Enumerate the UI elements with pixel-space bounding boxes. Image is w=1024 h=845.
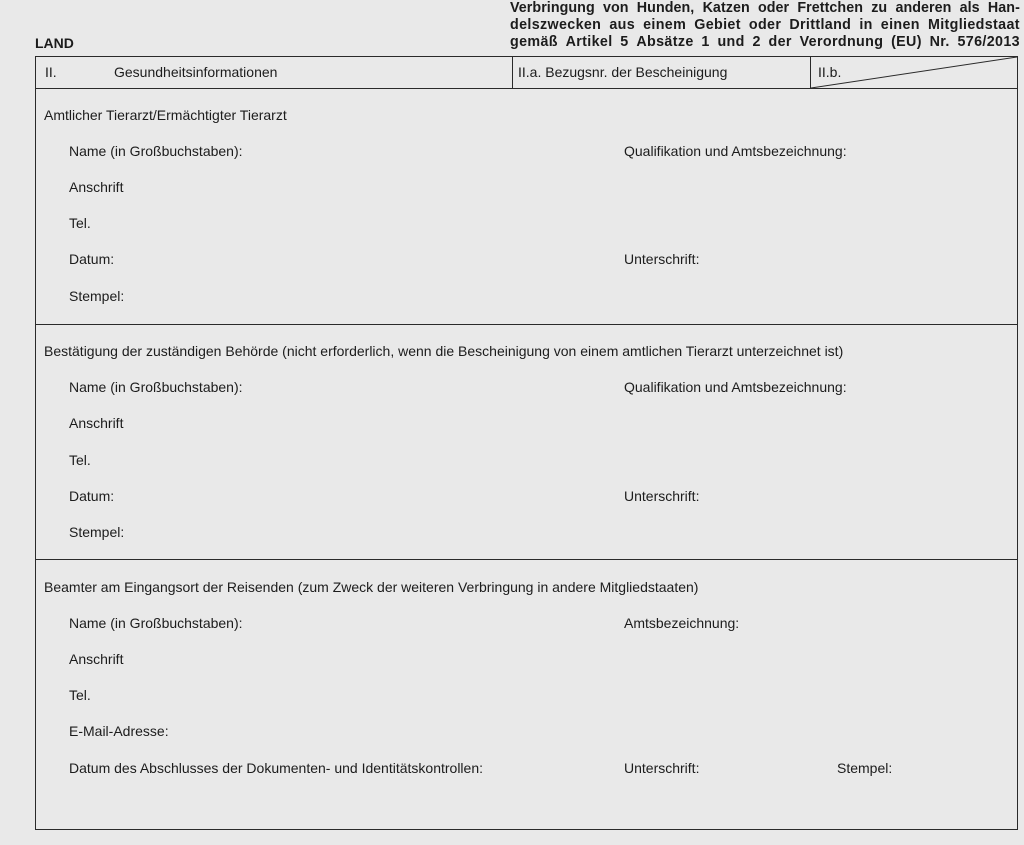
part-title: Gesundheitsinformationen bbox=[114, 64, 278, 80]
competent-authority-section bbox=[36, 324, 1017, 560]
reference-number-cell[interactable] bbox=[512, 57, 811, 88]
part-title-cell bbox=[36, 57, 513, 88]
form-header-row bbox=[36, 57, 1017, 89]
email-field-label: E-Mail-Adresse: bbox=[69, 723, 169, 739]
sub-label-cell bbox=[811, 57, 1017, 88]
address-field-label: Anschrift bbox=[69, 415, 124, 431]
official-veterinarian-section bbox=[36, 88, 1017, 325]
signature-field-label: Unterschrift: bbox=[624, 488, 700, 504]
title-line-2: delszwecken aus einem Gebiet oder Drittland in einen Mitgliedstaat bbox=[510, 17, 1020, 33]
section-title: Amtlicher Tierarzt/Ermächtigter Tierarzt bbox=[44, 107, 287, 123]
sub-label: II.b. bbox=[818, 64, 842, 80]
name-field-label: Name (in Großbuchstaben): bbox=[69, 615, 243, 631]
date-field-label: Datum: bbox=[69, 251, 115, 267]
document-title bbox=[510, 0, 1020, 51]
official-title-field-label: Amtsbezeichnung: bbox=[624, 615, 740, 631]
address-field-label: Anschrift bbox=[69, 651, 124, 667]
stamp-field-label: Stempel: bbox=[69, 288, 125, 304]
qualification-field-label: Qualifikation und Amtsbezeichnung: bbox=[624, 379, 847, 395]
phone-field-label: Tel. bbox=[69, 452, 91, 468]
signature-field-label: Unterschrift: bbox=[624, 251, 700, 267]
stamp-field-label: Stempel: bbox=[69, 524, 125, 540]
health-information-form bbox=[35, 56, 1018, 830]
stamp-field-label: Stempel: bbox=[837, 760, 893, 776]
date-field-label: Datum: bbox=[69, 488, 115, 504]
title-line-1: Verbringung von Hunden, Katzen oder Frettchen zu anderen als Han- bbox=[510, 0, 1020, 16]
country-label: LAND bbox=[35, 35, 74, 51]
signature-field-label: Unterschrift: bbox=[624, 760, 700, 776]
section-title: Bestätigung der zuständigen Behörde (nicht erforderlich, wenn die Bescheinigung von einem amtlichen Tierarzt unterzeichnet ist) bbox=[44, 343, 844, 359]
phone-field-label: Tel. bbox=[69, 215, 91, 231]
title-line-3: gemäß Artikel 5 Absätze 1 und 2 der Verordnung (EU) Nr. 576/2013 bbox=[510, 34, 1020, 50]
diagonal-strike-line bbox=[811, 57, 1017, 88]
reference-number-label: II.a. Bezugsnr. der Bescheinigung bbox=[518, 64, 728, 80]
section-title: Beamter am Eingangsort der Reisenden (zum Zweck der weiteren Verbringung in andere Mitgliedstaaten) bbox=[44, 579, 699, 595]
phone-field-label: Tel. bbox=[69, 687, 91, 703]
qualification-field-label: Qualifikation und Amtsbezeichnung: bbox=[624, 143, 847, 159]
address-field-label: Anschrift bbox=[69, 179, 124, 195]
entry-point-officer-section bbox=[36, 560, 1017, 829]
name-field-label: Name (in Großbuchstaben): bbox=[69, 379, 243, 395]
name-field-label: Name (in Großbuchstaben): bbox=[69, 143, 243, 159]
part-number: II. bbox=[45, 64, 57, 80]
completion-date-field-label: Datum des Abschlusses der Dokumenten- und Identitätskontrollen: bbox=[69, 760, 484, 776]
